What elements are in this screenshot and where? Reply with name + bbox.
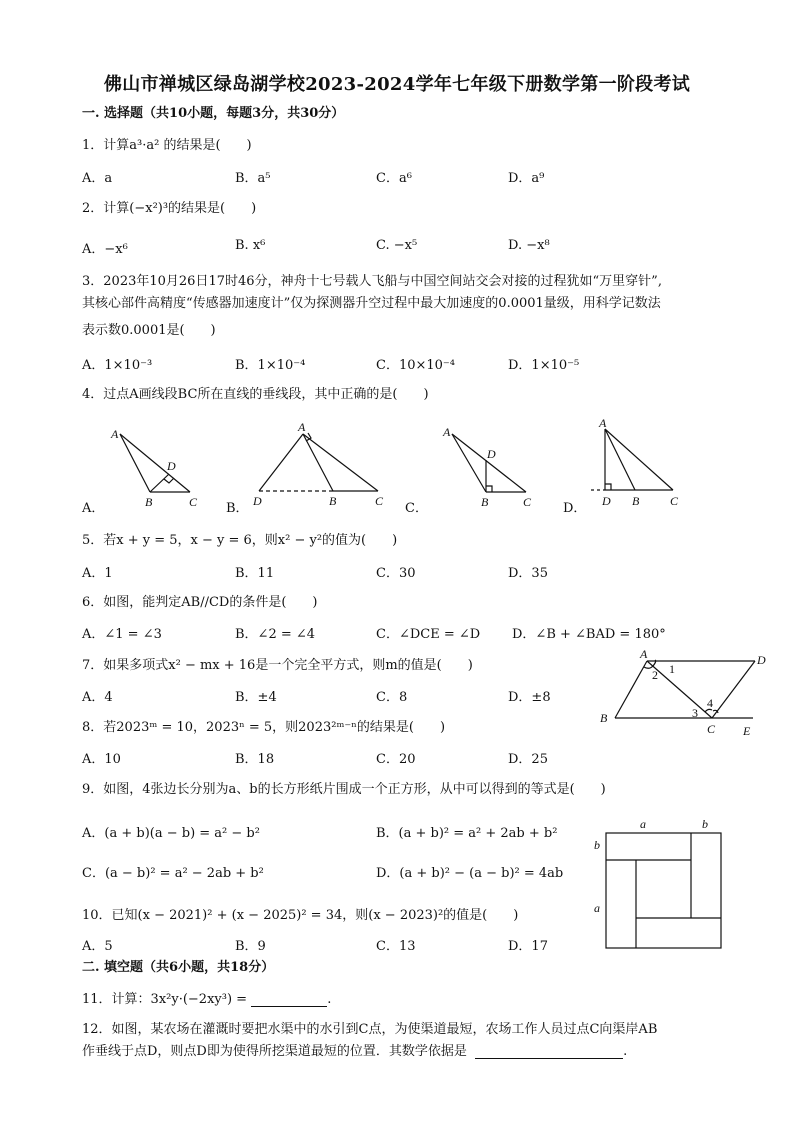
question-6-option-a: A．∠1 = ∠3: [82, 627, 162, 642]
q4d-label-c: C: [670, 494, 679, 508]
q4-figure-c: [435, 420, 545, 510]
question-6-option-c: C．∠DCE = ∠D: [376, 627, 481, 642]
question-1-option-c: C．a⁶: [376, 171, 412, 186]
q6-angle-1: 1: [669, 662, 675, 676]
question-7-option-d: D．±8: [508, 690, 551, 705]
q4d-label-d: D: [602, 494, 611, 508]
question-7-stem: 7．如果多项式x² − mx + 16是一个完全平方式，则m的值是( ): [82, 658, 473, 673]
question-8-option-d: D．25: [508, 752, 548, 767]
q4c-label-b: B: [481, 495, 489, 509]
question-3-line-2: 其核心部件高精度“传感器加速度计”仅为探测器升空过程中最大加速度的0.0001量级，用科学记数法: [82, 296, 661, 311]
question-3-line-1: 3．2023年10月26日17时46分，神舟十七号载人飞船与中国空间站交会对接的过程犹如“万里穿针”,: [82, 274, 662, 289]
question-9-option-a: A．(a + b)(a − b) = a² − b²: [82, 826, 260, 841]
question-2-option-d: D. −x⁸: [508, 238, 550, 253]
q4a-label-d: D: [167, 459, 176, 473]
question-7-option-c: C．8: [376, 690, 408, 705]
question-5-option-c: C．30: [376, 566, 416, 581]
section-heading-fill-in: 二. 填空题（共6小题，共18分）: [82, 960, 275, 975]
question-5-option-b: B．11: [235, 566, 275, 581]
question-4-option-b: B．: [226, 501, 249, 516]
q6-label-d: D: [757, 653, 766, 667]
question-2-option-b: B. x⁶: [235, 238, 266, 253]
q6-angle-3: 3: [692, 706, 698, 720]
q4c-label-c: C: [523, 495, 532, 509]
q4b-label-c: C: [375, 494, 384, 508]
question-9-option-b: B．(a + b)² = a² + 2ab + b²: [376, 826, 558, 841]
question-10-option-a: A．5: [82, 939, 113, 954]
question-9-option-c: C．(a − b)² = a² − 2ab + b²: [82, 866, 264, 881]
question-8-stem: 8．若2023ᵐ = 10，2023ⁿ = 5，则2023²ᵐ⁻ⁿ的结果是( ): [82, 720, 446, 735]
question-11-answer-blank[interactable]: [251, 994, 327, 1007]
page-title: 佛山市禅城区绿岛湖学校2023-2024学年七年级下册数学第一阶段考试: [103, 74, 691, 95]
question-8-option-b: B．18: [235, 752, 275, 767]
q6-label-a: A: [640, 647, 648, 661]
question-11-end: .: [327, 992, 332, 1007]
question-8-option-a: A．10: [82, 752, 121, 767]
q9-figure: [590, 814, 730, 954]
question-2-stem: 2．计算(−x²)³的结果是( ): [82, 201, 257, 216]
question-3-option-a: A．1×10⁻³: [82, 358, 153, 373]
question-5-option-d: D．35: [508, 566, 548, 581]
question-4-option-c: C．: [405, 501, 428, 516]
question-10-stem: 10．已知(x − 2021)² + (x − 2025)² = 34，则(x − 2023)²的值是( ): [82, 908, 519, 923]
question-1-stem: 1．计算a³·a² 的结果是( ): [82, 138, 252, 153]
question-5-stem: 5．若x + y = 5，x − y = 6，则x² − y²的值为( ): [82, 533, 398, 548]
question-8-option-c: C．20: [376, 752, 416, 767]
question-6-stem: 6．如图，能判定AB//CD的条件是( ): [82, 595, 318, 610]
question-5-option-a: A．1: [82, 566, 113, 581]
question-11: [82, 988, 331, 1007]
question-1-option-d: D．a⁹: [508, 171, 545, 186]
question-1-option-b: B．a⁵: [235, 171, 271, 186]
q4-figure-a: [105, 420, 215, 510]
question-2-option-a: A．−x⁶: [82, 242, 128, 257]
question-3-option-b: B．1×10⁻⁴: [235, 358, 306, 373]
question-3-line-3: 表示数0.0001是( ): [82, 323, 216, 338]
question-10-option-d: D．17: [508, 939, 548, 954]
q6-label-b: B: [600, 711, 608, 725]
question-12-line-2: [82, 1040, 627, 1059]
question-3-option-c: C．10×10⁻⁴: [376, 358, 455, 373]
question-12-line-1: 12．如图，某农场在灌溉时要把水渠中的水引到C点，为使渠道最短，农场工作人员过点C向渠岸AB: [82, 1022, 658, 1037]
question-4-option-a: A．: [82, 501, 105, 516]
q4a-label-a: A: [111, 427, 119, 441]
q4a-label-c: C: [189, 495, 198, 509]
question-10-option-c: C．13: [376, 939, 416, 954]
q4d-label-a: A: [599, 416, 607, 430]
q4b-label-a: A: [298, 420, 306, 434]
question-7-option-b: B．±4: [235, 690, 277, 705]
q9-label-a-top: a: [640, 817, 646, 831]
section-heading-choice: 一. 选择题（共10小题，每题3分，共30分）: [82, 106, 345, 121]
q4b-label-b: B: [329, 494, 337, 508]
q6-figure: [595, 645, 785, 745]
q9-label-b-left: b: [594, 838, 600, 852]
question-10-option-b: B．9: [235, 939, 266, 954]
question-6-option-b: B．∠2 = ∠4: [235, 627, 316, 642]
q4-figure-b: [245, 418, 395, 510]
q6-angle-4: 4: [707, 696, 713, 710]
question-9-stem: 9．如图，4张边长分别为a、b的长方形纸片围成一个正方形，从中可以得到的等式是( ): [82, 782, 606, 797]
question-4-stem: 4．过点A画线段BC所在直线的垂线段，其中正确的是( ): [82, 387, 429, 402]
q4c-label-d: D: [487, 447, 496, 461]
q4c-label-a: A: [443, 425, 451, 439]
question-12-line-2-text: 作垂线于点D，则点D即为使得所挖渠道最短的位置．其数学依据是: [82, 1044, 467, 1059]
question-6-option-d: D．∠B + ∠BAD = 180°: [512, 627, 666, 642]
question-3-option-d: D．1×10⁻⁵: [508, 358, 580, 373]
q6-label-e: E: [743, 724, 751, 738]
question-11-stem: 11．计算：3x²y·(−2xy³) =: [82, 992, 252, 1007]
question-2-option-c: C. −x⁵: [376, 238, 418, 253]
question-12-answer-blank[interactable]: [475, 1046, 623, 1059]
q6-label-c: C: [707, 722, 716, 736]
q4b-label-d: D: [253, 494, 262, 508]
q9-label-b-top: b: [702, 817, 708, 831]
q4d-label-b: B: [632, 494, 640, 508]
question-9-option-d: D．(a + b)² − (a − b)² = 4ab: [376, 866, 564, 881]
question-7-option-a: A．4: [82, 690, 113, 705]
question-1-option-a: A．a: [82, 171, 113, 186]
question-12-end: .: [623, 1044, 628, 1059]
q4a-label-b: B: [145, 495, 153, 509]
q9-label-a-left: a: [594, 901, 600, 915]
q6-angle-2: 2: [652, 668, 658, 682]
q4-figure-d: [585, 415, 695, 510]
question-4-option-d: D．: [563, 501, 587, 516]
